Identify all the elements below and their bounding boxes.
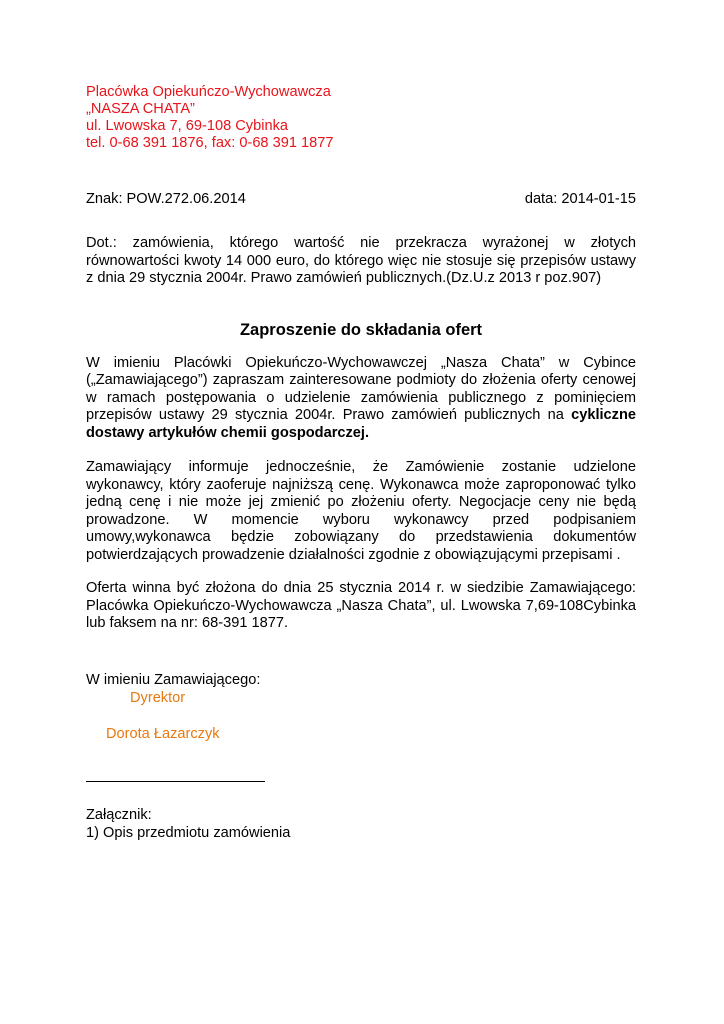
signatory-role: Dyrektor: [130, 689, 186, 706]
reference-date-row: [86, 190, 636, 208]
paragraph-invitation-text: W imieniu Placówki Opiekuńczo-Wychowawczej „Nasza Chata” w Cybince („Zamawiającego”) zapraszam zainteresowane podmioty do złożenia oferty cenowej w ramach postępowania o udzielenie zamówienia publicznego z pominięciem przepisów ustawy 29 stycznia 2004r. Prawo zamówień publicznych na: [86, 354, 636, 423]
sender-phone-fax: tel. 0-68 391 1876, fax: 0-68 391 1877: [86, 135, 334, 151]
paragraph-invitation-bold: cykliczne dostawy artykułów chemii gospodarczej.: [86, 407, 636, 441]
sender-institution-shortname: „NASZA CHATA”: [86, 101, 195, 117]
sender-street-address: ul. Lwowska 7, 69-108 Cybinka: [86, 118, 288, 134]
paragraph-invitation: [86, 355, 636, 443]
subject-line: Dot.: zamówienia, którego wartość nie przekracza wyrażonej w złotych równowartości kwoty 14 000 euro, do którego więc nie stosuje się przepisów ustawy z dnia 29 stycznia 2004r. Prawo zamówień publicznych.(Dz.U.z 2013 r poz.907): [86, 235, 636, 286]
signatory-name: Dorota Łazarczyk: [106, 725, 220, 742]
attachment-item: 1) Opis przedmiotu zamówienia: [86, 824, 291, 841]
sender-address-block: [86, 84, 636, 152]
document-date: data: 2014-01-15: [524, 191, 636, 207]
document-page: [86, 84, 636, 842]
paragraph-terms: Zamawiający informuje jednocześnie, że Zamówienie zostanie udzielone wykonawcy, który zaoferuje najniższą cenę. Wykonawca może zaproponować tylko jedną cenę i nie może jej zmienić po złożeniu oferty. Negocjacje ceny nie będą prowadzone. W momencie wyboru wykonawcy przed podpisaniem umowy,wykonawca będzie zobowiązany do przedstawienia dokumentów potwierdzających prowadzenie działalności zgodnie z obowiązującymi przepisami .: [86, 459, 636, 563]
document-title: Zaproszenie do składania ofert: [239, 320, 483, 339]
signature-divider: [86, 781, 265, 782]
paragraph-deadline: Oferta winna być złożona do dnia 25 stycznia 2014 r. w siedzibie Zamawiającego: Placówka Opiekuńczo-Wychowawcza „Nasza Chata”, ul. Lwowska 7,69-108Cybinka lub faksem na nr: 68-391 1877.: [86, 580, 636, 631]
attachments-label: Załącznik:: [86, 806, 152, 823]
closing-on-behalf: W imieniu Zamawiającego:: [86, 671, 261, 688]
sender-institution-name: Placówka Opiekuńczo-Wychowawcza: [86, 84, 331, 100]
reference-number: Znak: POW.272.06.2014: [86, 191, 246, 207]
